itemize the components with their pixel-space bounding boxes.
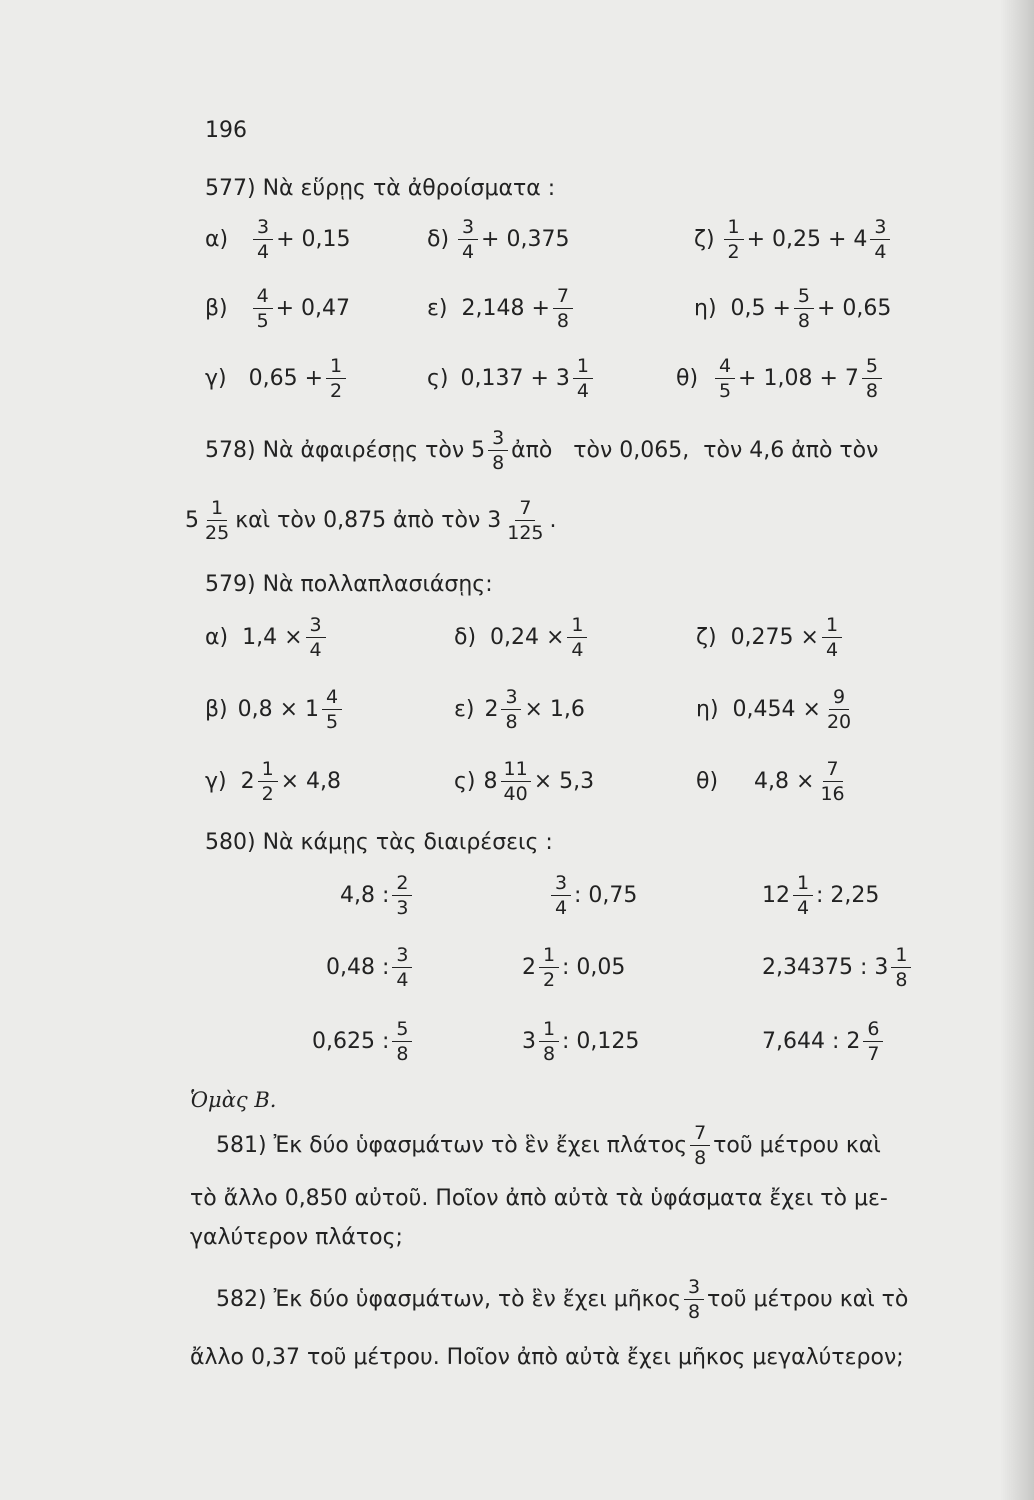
item-label: θ): [696, 769, 719, 794]
fraction: $\frac{4}{5}$: [715, 355, 735, 402]
expr-text: + 1,08 + 7: [738, 366, 859, 391]
ex579-th: [696, 758, 851, 805]
expr-text: 4,8 ×: [754, 769, 815, 794]
expr-text: × 5,3: [533, 769, 595, 794]
ex577-z: [694, 216, 893, 263]
expr-text: 582) Ἐκ δύο ὑφασμάτων, τὸ ἓν ἔχει μῆκος: [216, 1287, 682, 1312]
fraction: $\frac{1}{4}$: [793, 872, 813, 919]
fraction: $\frac{1}{2}$: [724, 216, 744, 263]
fraction: $\frac{1}{4}$: [573, 355, 593, 402]
expr-text: 0,65 +: [248, 366, 324, 391]
fraction: $\frac{3}{4}$: [392, 944, 412, 991]
item-label: η): [696, 697, 719, 722]
exercise-580-heading: 580) Νὰ κάμῃς τὰς διαιρέσεις :: [205, 830, 553, 855]
expr-text: 0,275 ×: [730, 625, 819, 650]
expr-text: 8: [483, 769, 498, 794]
item-label: α): [205, 625, 229, 650]
ex579-g: [205, 758, 341, 805]
fraction: $\frac{11}{40}$: [501, 758, 531, 805]
fraction: $\frac{1}{4}$: [567, 614, 587, 661]
expr-text: : 0,125: [562, 1029, 640, 1054]
expr-text: 0,137 + 3: [460, 366, 570, 391]
exercise-578-line2: [185, 497, 557, 544]
item-label: β): [205, 697, 228, 722]
exercise-578-line1: [205, 427, 1034, 474]
item-label: ε): [427, 296, 448, 321]
expr-text: 2,148 +: [461, 296, 550, 321]
expr-text: 7,644 : 2: [762, 1029, 861, 1054]
ex579-e: [454, 686, 585, 733]
fraction: $\frac{3}{8}$: [488, 427, 508, 474]
expr-text: 2,34375 : 3: [762, 955, 889, 980]
fraction: $\frac{3}{4}$: [870, 216, 890, 263]
exercise-579-heading: 579) Νὰ πολλαπλασιάσῃς:: [205, 572, 493, 597]
fraction: $\frac{7}{8}$: [690, 1122, 710, 1169]
ex577-g: [205, 355, 349, 402]
item-label: ζ): [694, 227, 715, 252]
expr-text: : 2,25: [816, 883, 880, 908]
expr-text: ἀπὸ τὸν 0,065, τὸν 4,6 ἀπὸ τὸν: [511, 438, 879, 463]
item-label: ε): [454, 697, 475, 722]
item-label: δ): [454, 625, 477, 650]
fraction: $\frac{1}{8}$: [539, 1018, 559, 1065]
item-label: η): [694, 296, 717, 321]
expr-text: 2: [522, 955, 536, 980]
exercise-581-line1: [216, 1122, 1034, 1169]
ex580-r2c3: [762, 944, 914, 991]
item-label: ζ): [696, 625, 717, 650]
expr-text: + 0,65: [816, 296, 892, 321]
fraction: $\frac{2}{3}$: [392, 872, 412, 919]
expr-text: 0,454 ×: [732, 697, 821, 722]
expr-text: 0,48 :: [326, 955, 390, 980]
ex580-r3c2: [522, 1018, 639, 1065]
ex579-z: [696, 614, 845, 661]
exercise-577-heading: 577) Νὰ εὕρῃς τὰ ἀθροίσματα :: [205, 176, 556, 201]
fraction: $\frac{4}{5}$: [322, 686, 342, 733]
expr-text: 578) Νὰ ἀφαιρέσῃς τὸν 5: [205, 438, 486, 463]
fraction: $\frac{3}{4}$: [253, 216, 273, 263]
expr-text: 12: [762, 883, 790, 908]
fraction: $\frac{1}{2}$: [326, 355, 346, 402]
fraction: $\frac{3}{4}$: [306, 614, 326, 661]
ex577-e: [427, 285, 576, 332]
ex580-r1c2: [548, 872, 637, 919]
exercise-582-line2: ἄλλο 0,37 τοῦ μέτρου. Ποῖον ἀπὸ αὐτὰ ἔχει μῆκος μεγαλύτερον;: [190, 1345, 904, 1370]
expr-text: 0,8 × 1: [237, 697, 320, 722]
expr-text: 581) Ἐκ δύο ὑφασμάτων τὸ ἓν ἔχει πλάτος: [216, 1133, 688, 1158]
ex580-r1c1: [340, 872, 415, 919]
item-label: γ): [205, 366, 227, 391]
fraction: $\frac{5}{8}$: [862, 355, 882, 402]
fraction: $\frac{5}{8}$: [794, 285, 814, 332]
item-label: α): [205, 227, 229, 252]
ex580-r2c2: [522, 944, 625, 991]
expr-text: καὶ τὸν 0,875 ἀπὸ τὸν 3: [235, 508, 502, 533]
expr-text: + 0,25 + 4: [746, 227, 868, 252]
fraction: $\frac{7}{8}$: [553, 285, 573, 332]
fraction: $\frac{1}{2}$: [258, 758, 278, 805]
expr-text: + 0,15: [276, 227, 351, 252]
ex580-r1c3: [762, 872, 879, 919]
expr-text: × 1,6: [524, 697, 585, 722]
fraction: $\frac{1}{8}$: [891, 944, 911, 991]
ex579-a: [205, 614, 329, 661]
expr-text: + 0,47: [275, 296, 351, 321]
fraction: $\frac{5}{8}$: [392, 1018, 412, 1065]
ex577-th: [676, 355, 885, 402]
expr-text: τοῦ μέτρου καὶ: [713, 1133, 881, 1158]
expr-text: 0,5 +: [730, 296, 791, 321]
ex579-s: [454, 758, 594, 805]
item-label: θ): [676, 366, 699, 391]
item-label: ς): [427, 366, 449, 391]
expr-text: + 0,375: [481, 227, 570, 252]
ex579-b: [205, 686, 345, 733]
expr-text: 0,24 ×: [490, 625, 565, 650]
ex580-r2c1: [326, 944, 415, 991]
fraction: $\frac{1}{25}$: [205, 497, 230, 544]
fraction: $\frac{3}{8}$: [684, 1276, 704, 1323]
fraction: $\frac{4}{5}$: [253, 285, 273, 332]
ex577-h: [694, 285, 891, 332]
ex577-b: [205, 285, 350, 332]
item-label: β): [205, 296, 228, 321]
ex579-d: [454, 614, 590, 661]
group-label: Ὁμὰς Β.: [190, 1088, 277, 1112]
item-label: ς): [454, 769, 476, 794]
fraction: $\frac{1}{2}$: [539, 944, 559, 991]
ex577-s: [427, 355, 596, 402]
expr-text: : 0,05: [562, 955, 626, 980]
fraction: $\frac{7}{16}$: [820, 758, 845, 805]
fraction: $\frac{3}{4}$: [551, 872, 571, 919]
expr-text: 4,8 :: [340, 883, 390, 908]
item-label: δ): [427, 227, 450, 252]
fraction: $\frac{6}{7}$: [863, 1018, 883, 1065]
item-label: γ): [205, 769, 227, 794]
exercise-582-line1: [216, 1276, 1034, 1323]
expr-text: : 0,75: [574, 883, 638, 908]
expr-text: 1,4 ×: [242, 625, 303, 650]
fraction: $\frac{3}{8}$: [501, 686, 521, 733]
expr-text: 5: [185, 508, 199, 533]
expr-text: τοῦ μέτρου καὶ τὸ: [707, 1287, 909, 1312]
fraction: $\frac{9}{20}$: [826, 686, 852, 733]
exercise-581-line2: τὸ ἄλλο 0,850 αὐτοῦ. Ποῖον ἀπὸ αὐτὰ τὰ ὑφάσματα ἔχει τὸ με-: [190, 1186, 888, 1211]
ex580-r3c3: [762, 1018, 886, 1065]
expr-text: 3: [522, 1029, 536, 1054]
expr-text: × 4,8: [280, 769, 342, 794]
expr-text: 0,625 :: [312, 1029, 390, 1054]
page-number: 196: [205, 118, 247, 143]
expr-text: 2: [484, 697, 499, 722]
ex580-r3c1: [312, 1018, 415, 1065]
ex579-h: [696, 686, 857, 733]
exercise-581-line3: γαλύτερον πλάτος;: [190, 1225, 403, 1250]
fraction: $\frac{3}{4}$: [458, 216, 478, 263]
fraction: $\frac{1}{4}$: [822, 614, 842, 661]
expr-text: .: [549, 508, 557, 533]
page-edge-shadow: [1000, 0, 1034, 1500]
expr-text: 2: [240, 769, 255, 794]
ex577-d: [427, 216, 569, 263]
ex577-a: [205, 216, 351, 263]
fraction: $\frac{7}{125}$: [507, 497, 544, 544]
